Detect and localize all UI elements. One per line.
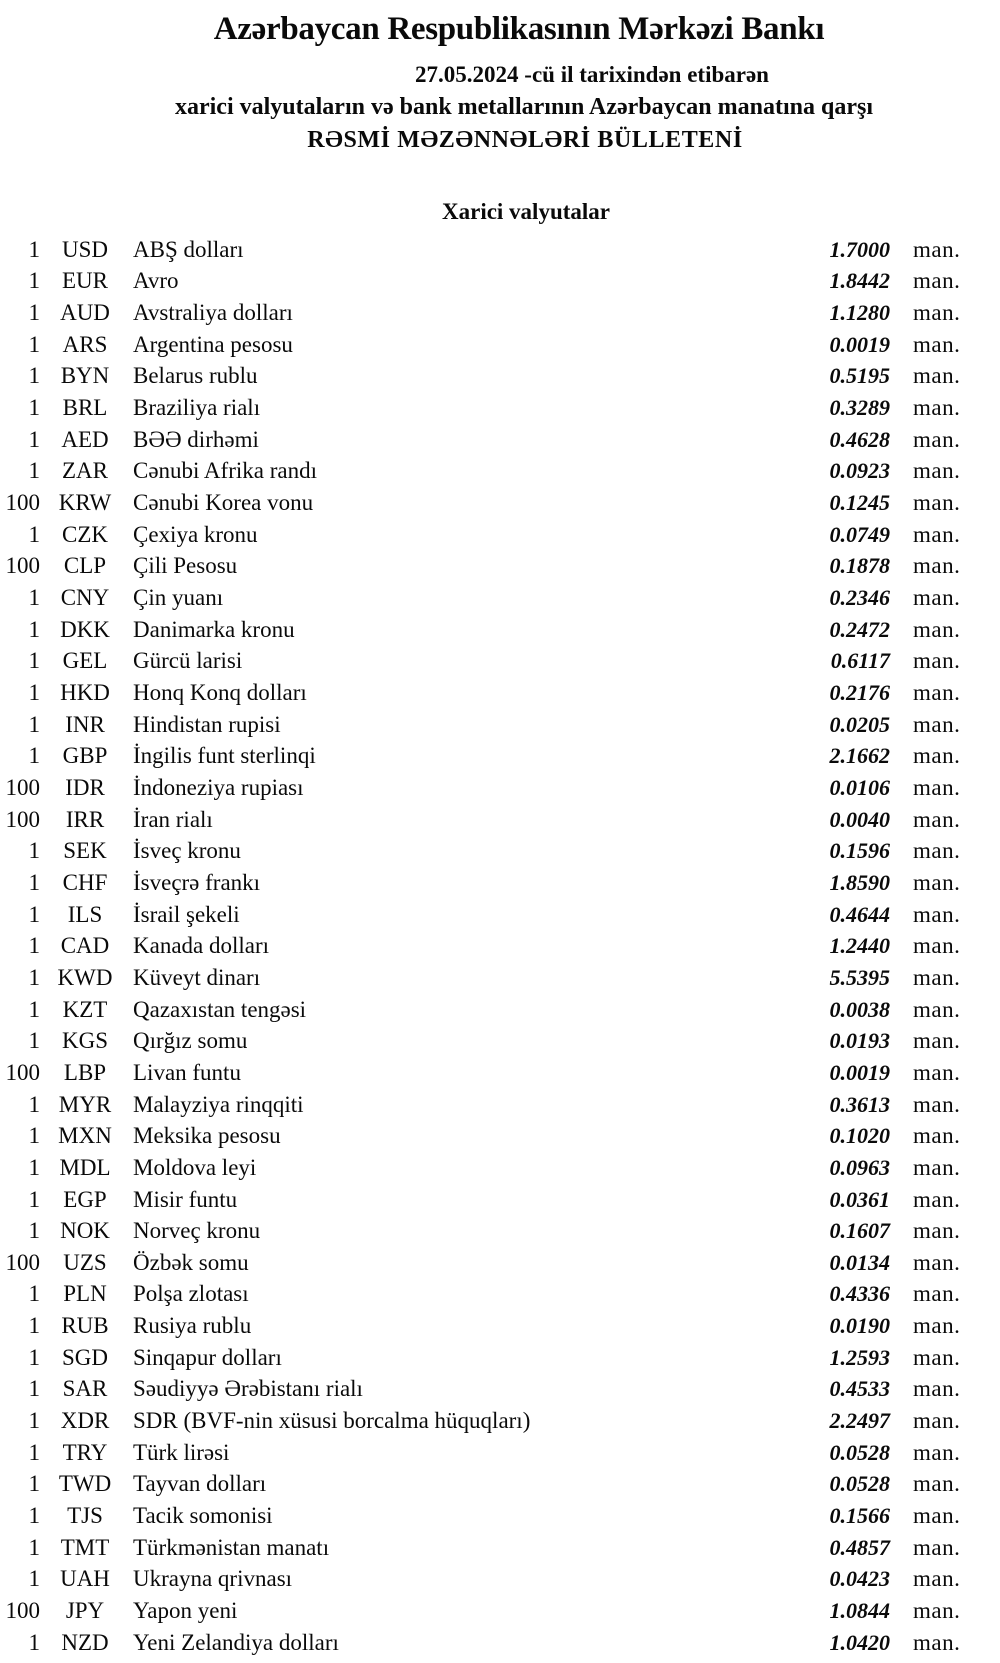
currency-name: Livan funtu	[133, 1059, 241, 1085]
currency-name: Braziliya rialı	[133, 395, 261, 421]
currency-quantity: 100	[5, 806, 40, 832]
currency-rate: 0.0038	[829, 996, 890, 1022]
currency-rate: 0.1607	[829, 1218, 890, 1244]
currency-rate: 0.1878	[829, 553, 890, 579]
currency-rate: 0.4644	[829, 901, 890, 927]
currency-unit-label: man.	[913, 1091, 961, 1117]
currency-name: Qırğız somu	[133, 1028, 248, 1054]
currency-unit-label: man.	[913, 395, 961, 421]
currency-code: AUD	[60, 300, 110, 326]
currency-row	[0, 1342, 1000, 1374]
currency-name: Malayziya rinqqiti	[133, 1091, 304, 1117]
currency-code: LBP	[63, 1059, 107, 1085]
currency-quantity: 100	[5, 490, 40, 516]
currency-row	[0, 1627, 1000, 1659]
currency-unit-label: man.	[913, 1154, 961, 1180]
currency-row	[0, 361, 1000, 393]
currency-name: Avstraliya dolları	[133, 300, 293, 326]
currency-row	[0, 1310, 1000, 1342]
currency-name: Çexiya kronu	[133, 521, 258, 547]
currency-row	[0, 1184, 1000, 1216]
currency-unit-label: man.	[913, 1439, 961, 1465]
currency-row	[0, 1215, 1000, 1247]
currency-name: İndoneziya rupiası	[133, 774, 304, 800]
currency-unit-label: man.	[913, 1376, 961, 1402]
currency-code: TMT	[60, 1534, 110, 1560]
currency-unit-label: man.	[913, 521, 961, 547]
currency-rate: 0.1245	[829, 490, 890, 516]
currency-code: DKK	[60, 616, 110, 642]
currency-name: BƏƏ dirhəmi	[133, 426, 259, 452]
currency-code: EGP	[63, 1186, 107, 1212]
currency-row	[0, 1500, 1000, 1532]
bulletin-subtitle: xarici valyutaların və bank metallarının Azərbaycan manatına qarşı	[174, 94, 873, 120]
currency-rate: 0.4857	[829, 1534, 890, 1560]
currency-rate: 0.0423	[829, 1566, 890, 1592]
currency-code: ARS	[62, 331, 108, 357]
currency-code: CZK	[62, 521, 108, 547]
currency-rate: 1.2440	[829, 933, 890, 959]
currency-quantity: 1	[28, 1091, 40, 1117]
currency-row	[0, 1469, 1000, 1501]
currency-quantity: 1	[28, 1028, 40, 1054]
currency-row	[0, 1152, 1000, 1184]
currency-row	[0, 551, 1000, 583]
currency-rate: 0.0205	[829, 711, 890, 737]
currency-name: Polşa zlotası	[133, 1281, 249, 1307]
currency-rate: 0.0040	[829, 806, 890, 832]
currency-unit-label: man.	[913, 1281, 961, 1307]
currency-quantity: 1	[28, 996, 40, 1022]
currency-unit-label: man.	[913, 680, 961, 706]
currency-code: IDR	[65, 774, 105, 800]
currency-code: UZS	[63, 1249, 107, 1275]
currency-rate: 0.4533	[829, 1376, 890, 1402]
currency-rate: 0.0923	[829, 458, 890, 484]
currency-code: TRY	[62, 1439, 108, 1465]
currency-quantity: 1	[28, 901, 40, 927]
currency-name: Argentina pesosu	[133, 331, 293, 357]
currency-row	[0, 1532, 1000, 1564]
currency-unit-label: man.	[913, 363, 961, 389]
currency-row	[0, 1057, 1000, 1089]
currency-name: Yapon yeni	[133, 1598, 238, 1624]
currency-quantity: 1	[28, 1439, 40, 1465]
bulletin-heading: RƏSMİ MƏZƏNNƏLƏRİ BÜLLETENİ	[307, 127, 743, 153]
currency-quantity: 1	[28, 331, 40, 357]
currency-unit-label: man.	[913, 1503, 961, 1529]
currency-row	[0, 1247, 1000, 1279]
currency-row	[0, 487, 1000, 519]
currency-code: KRW	[58, 490, 112, 516]
currency-unit-label: man.	[913, 458, 961, 484]
currency-row	[0, 297, 1000, 329]
currency-row	[0, 1595, 1000, 1627]
currency-unit-label: man.	[913, 933, 961, 959]
currency-unit-label: man.	[913, 743, 961, 769]
currency-quantity: 1	[28, 458, 40, 484]
currency-quantity: 1	[28, 1344, 40, 1370]
currency-rate: 0.3613	[829, 1091, 890, 1117]
currency-name: Küveyt dinarı	[133, 964, 261, 990]
currency-code: CHF	[62, 869, 108, 895]
currency-code: KWD	[57, 964, 113, 990]
currency-quantity: 1	[28, 1123, 40, 1149]
currency-unit-label: man.	[913, 1534, 961, 1560]
currency-code: HKD	[60, 680, 110, 706]
currency-name: Sinqapur dolları	[133, 1344, 282, 1370]
currency-name: Gürcü larisi	[133, 648, 243, 674]
currency-unit-label: man.	[913, 1249, 961, 1275]
currency-row	[0, 1405, 1000, 1437]
currency-rate: 0.0528	[829, 1471, 890, 1497]
currency-row	[0, 329, 1000, 361]
currency-unit-label: man.	[913, 838, 961, 864]
currency-code: UAH	[60, 1566, 110, 1592]
currency-unit-label: man.	[913, 648, 961, 674]
currency-unit-label: man.	[913, 711, 961, 737]
currency-name: ABŞ dolları	[133, 236, 244, 262]
currency-name: Türk lirəsi	[133, 1439, 230, 1465]
currency-unit-label: man.	[913, 426, 961, 452]
currency-code: MYR	[58, 1091, 112, 1117]
currency-quantity: 1	[28, 585, 40, 611]
currency-quantity: 1	[28, 648, 40, 674]
currency-name: Tacik somonisi	[133, 1503, 273, 1529]
currency-unit-label: man.	[913, 996, 961, 1022]
currency-name: Belarus rublu	[133, 363, 258, 389]
currency-code: IRR	[65, 806, 105, 832]
currency-rate: 1.8442	[829, 268, 890, 294]
currency-code: ILS	[67, 901, 103, 927]
currency-code: BRL	[62, 395, 108, 421]
currency-rate: 0.3289	[829, 395, 890, 421]
bank-title: Azərbaycan Respublikasının Mərkəzi Bankı	[213, 11, 825, 47]
currency-quantity: 1	[28, 1471, 40, 1497]
currency-name: Özbək somu	[133, 1249, 249, 1275]
currency-row	[0, 266, 1000, 298]
currency-code: BYN	[60, 363, 110, 389]
currency-quantity: 100	[5, 1059, 40, 1085]
currency-quantity: 1	[28, 1534, 40, 1560]
currency-rate: 0.2472	[829, 616, 890, 642]
currency-code: JPY	[65, 1598, 105, 1624]
currency-name: Honq Konq dolları	[133, 680, 307, 706]
currency-row	[0, 867, 1000, 899]
currency-row	[0, 1437, 1000, 1469]
effective-date-line: 27.05.2024 -cü il tarixindən etibarən	[415, 62, 769, 87]
currency-rate: 0.0190	[829, 1313, 890, 1339]
rates-table	[0, 234, 1000, 1659]
currency-code: CAD	[60, 933, 110, 959]
currency-quantity: 1	[28, 236, 40, 262]
currency-unit-label: man.	[913, 1028, 961, 1054]
currency-rate: 0.0019	[829, 331, 890, 357]
currency-code: USD	[61, 236, 108, 262]
currency-quantity: 100	[5, 1598, 40, 1624]
currency-name: Səudiyyə Ərəbistanı rialı	[133, 1376, 363, 1402]
currency-rate: 1.8590	[829, 869, 890, 895]
currency-rate: 1.2593	[829, 1344, 890, 1370]
currency-code: GBP	[62, 743, 108, 769]
currency-unit-label: man.	[913, 1313, 961, 1339]
currency-code: SEK	[63, 838, 107, 864]
currency-quantity: 1	[28, 395, 40, 421]
currency-rate: 0.0134	[829, 1249, 890, 1275]
currency-row	[0, 899, 1000, 931]
currency-name: Yeni Zelandiya dolları	[133, 1629, 339, 1655]
currency-rate: 0.0361	[829, 1186, 890, 1212]
currency-row	[0, 519, 1000, 551]
currency-name: Hindistan rupisi	[133, 711, 281, 737]
currency-row	[0, 741, 1000, 773]
currency-code: MXN	[58, 1123, 112, 1149]
currency-rate: 0.1020	[829, 1123, 890, 1149]
currency-name: Kanada dolları	[133, 933, 270, 959]
currency-unit-label: man.	[913, 901, 961, 927]
currency-unit-label: man.	[913, 1186, 961, 1212]
currency-name: Çili Pesosu	[133, 553, 238, 579]
currency-quantity: 1	[28, 616, 40, 642]
currency-code: KGS	[61, 1028, 108, 1054]
currency-quantity: 1	[28, 363, 40, 389]
currency-rate: 0.4628	[829, 426, 890, 452]
currency-name: İran rialı	[133, 806, 213, 832]
currency-name: Norveç kronu	[133, 1218, 261, 1244]
currency-name: İsveçrə frankı	[133, 869, 261, 895]
currency-unit-label: man.	[913, 616, 961, 642]
currency-unit-label: man.	[913, 585, 961, 611]
currency-quantity: 1	[28, 964, 40, 990]
currency-rate: 2.1662	[829, 743, 890, 769]
currency-code: NZD	[61, 1629, 109, 1655]
currency-name: Misir funtu	[133, 1186, 238, 1212]
currency-code: INR	[65, 711, 105, 737]
currency-row	[0, 424, 1000, 456]
currency-quantity: 1	[28, 1154, 40, 1180]
currency-rate: 0.0749	[829, 521, 890, 547]
currency-rate: 0.0528	[829, 1439, 890, 1465]
currency-name: İngilis funt sterlinqi	[133, 743, 316, 769]
currency-quantity: 1	[28, 1281, 40, 1307]
currency-name: İsveç kronu	[133, 838, 241, 864]
currency-quantity: 1	[28, 680, 40, 706]
currency-unit-label: man.	[913, 869, 961, 895]
currency-quantity: 1	[28, 1218, 40, 1244]
currency-rate: 1.1280	[829, 300, 890, 326]
currency-unit-label: man.	[913, 236, 961, 262]
currency-row	[0, 930, 1000, 962]
currency-code: SGD	[61, 1344, 108, 1370]
currency-quantity: 1	[28, 1629, 40, 1655]
currency-row	[0, 962, 1000, 994]
currency-name: Türkmənistan manatı	[133, 1534, 330, 1560]
currency-code: MDL	[59, 1154, 111, 1180]
currency-rate: 0.0019	[829, 1059, 890, 1085]
currency-quantity: 100	[5, 553, 40, 579]
currency-row	[0, 709, 1000, 741]
currency-code: TJS	[67, 1503, 103, 1529]
currency-code: CLP	[63, 553, 107, 579]
currency-row	[0, 994, 1000, 1026]
currency-unit-label: man.	[913, 268, 961, 294]
currency-rate: 2.2497	[829, 1408, 890, 1434]
currency-name: Çin yuanı	[133, 585, 224, 611]
currency-unit-label: man.	[913, 964, 961, 990]
currency-name: Rusiya rublu	[133, 1313, 252, 1339]
currency-unit-label: man.	[913, 1598, 961, 1624]
currency-name: İsrail şekeli	[133, 901, 240, 927]
currency-rate: 0.1566	[829, 1503, 890, 1529]
currency-name: Moldova leyi	[133, 1154, 257, 1180]
currency-row	[0, 1025, 1000, 1057]
currency-unit-label: man.	[913, 490, 961, 516]
currency-quantity: 1	[28, 711, 40, 737]
currency-code: XDR	[60, 1408, 110, 1434]
currency-code: CNY	[60, 585, 110, 611]
currency-rate: 0.1596	[829, 838, 890, 864]
currency-quantity: 1	[28, 268, 40, 294]
currency-quantity: 1	[28, 426, 40, 452]
currency-unit-label: man.	[913, 1123, 961, 1149]
currency-code: EUR	[62, 268, 108, 294]
currency-quantity: 1	[28, 1186, 40, 1212]
currency-unit-label: man.	[913, 1471, 961, 1497]
currency-rate: 0.0106	[829, 774, 890, 800]
currency-name: Tayvan dolları	[133, 1471, 267, 1497]
currency-name: Qazaxıstan tengəsi	[133, 996, 307, 1022]
currency-rate: 0.2176	[829, 680, 890, 706]
currency-row	[0, 456, 1000, 488]
currency-row	[0, 835, 1000, 867]
currency-rate: 0.5195	[829, 363, 890, 389]
currency-row	[0, 646, 1000, 678]
currency-unit-label: man.	[913, 1408, 961, 1434]
currency-unit-label: man.	[913, 553, 961, 579]
currency-code: RUB	[61, 1313, 109, 1339]
currency-name: Danimarka kronu	[133, 616, 295, 642]
currency-rate: 1.7000	[829, 236, 890, 262]
currency-quantity: 100	[5, 1249, 40, 1275]
currency-unit-label: man.	[913, 806, 961, 832]
section-title-foreign-currencies: Xarici valyutalar	[442, 199, 610, 224]
currency-name: Avro	[133, 268, 179, 294]
currency-code: ZAR	[62, 458, 108, 484]
currency-row	[0, 1089, 1000, 1121]
currency-rate: 1.0844	[829, 1598, 890, 1624]
currency-quantity: 100	[5, 774, 40, 800]
currency-row	[0, 804, 1000, 836]
currency-row	[0, 1374, 1000, 1406]
currency-quantity: 1	[28, 838, 40, 864]
currency-row	[0, 614, 1000, 646]
currency-row	[0, 772, 1000, 804]
currency-code: SAR	[62, 1376, 108, 1402]
currency-unit-label: man.	[913, 1566, 961, 1592]
currency-quantity: 1	[28, 1376, 40, 1402]
currency-code: AED	[61, 426, 109, 452]
currency-row	[0, 1279, 1000, 1311]
currency-quantity: 1	[28, 1408, 40, 1434]
currency-code: PLN	[63, 1281, 107, 1307]
currency-code: GEL	[62, 648, 108, 674]
currency-row	[0, 392, 1000, 424]
currency-unit-label: man.	[913, 1629, 961, 1655]
currency-name: Meksika pesosu	[133, 1123, 281, 1149]
currency-name: Cənubi Afrika randı	[133, 458, 317, 484]
currency-unit-label: man.	[913, 1218, 961, 1244]
currency-code: KZT	[62, 996, 108, 1022]
currency-row	[0, 677, 1000, 709]
currency-quantity: 1	[28, 1503, 40, 1529]
currency-unit-label: man.	[913, 300, 961, 326]
currency-rate: 0.2346	[829, 585, 890, 611]
currency-row	[0, 582, 1000, 614]
currency-rate: 1.0420	[829, 1629, 890, 1655]
currency-quantity: 1	[28, 521, 40, 547]
currency-rate: 0.4336	[829, 1281, 890, 1307]
currency-quantity: 1	[28, 869, 40, 895]
currency-quantity: 1	[28, 743, 40, 769]
currency-unit-label: man.	[913, 774, 961, 800]
currency-rate: 0.0193	[829, 1028, 890, 1054]
currency-unit-label: man.	[913, 331, 961, 357]
currency-quantity: 1	[28, 1313, 40, 1339]
currency-code: NOK	[60, 1218, 110, 1244]
currency-quantity: 1	[28, 1566, 40, 1592]
currency-code: TWD	[58, 1471, 112, 1497]
currency-rate: 0.6117	[830, 648, 890, 674]
currency-name: SDR (BVF-nin xüsusi borcalma hüquqları)	[133, 1408, 531, 1434]
currency-row	[0, 234, 1000, 266]
currency-row	[0, 1564, 1000, 1596]
currency-quantity: 1	[28, 933, 40, 959]
currency-name: Ukrayna qrivnası	[133, 1566, 293, 1592]
currency-unit-label: man.	[913, 1344, 961, 1370]
currency-quantity: 1	[28, 300, 40, 326]
currency-name: Cənubi Korea vonu	[133, 490, 314, 516]
currency-rate: 0.0963	[829, 1154, 890, 1180]
currency-row	[0, 1120, 1000, 1152]
currency-rate: 5.5395	[829, 964, 890, 990]
currency-unit-label: man.	[913, 1059, 961, 1085]
